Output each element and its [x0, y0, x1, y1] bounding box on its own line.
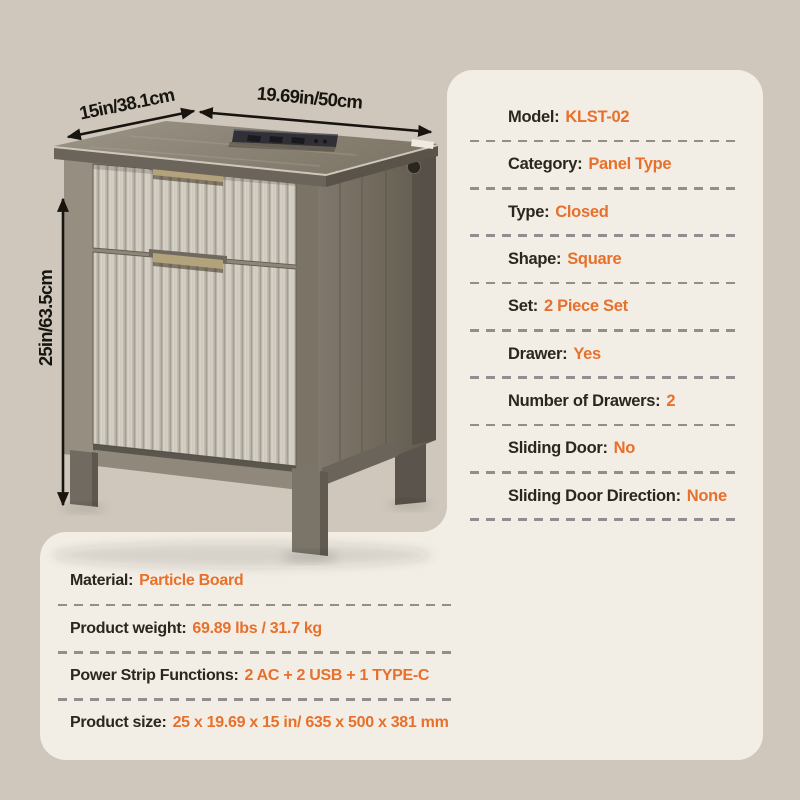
spec-row-set — [447, 284, 763, 329]
spec-row-category — [447, 142, 763, 187]
spec-row-sliding-door-direction — [447, 474, 763, 519]
dimension-label-width: 19.69in/50cm — [256, 82, 364, 113]
spec-value: 2 — [666, 391, 676, 410]
spec-row-power-strip-functions — [40, 654, 763, 699]
spec-value: Square — [567, 249, 622, 268]
spec-label: Sliding Door Direction: — [508, 486, 681, 505]
spec-row-sliding-door — [447, 426, 763, 471]
spec-label: Product size: — [70, 714, 167, 732]
spec-label: Drawer: — [508, 344, 568, 363]
spec-value: 2 AC + 2 USB + 1 TYPE-C — [244, 667, 430, 685]
spec-value: Yes — [573, 344, 601, 363]
spec-value: No — [613, 439, 636, 458]
spec-row-drawer — [447, 332, 763, 377]
spec-label: Set: — [508, 297, 538, 316]
spec-label: Type: — [508, 202, 550, 221]
spec-row-product-size — [40, 701, 763, 746]
spec-value: 69.89 lbs / 31.7 kg — [192, 619, 322, 637]
spec-row-type — [447, 190, 763, 235]
spec-value: Particle Board — [139, 572, 244, 590]
nightstand-illustration — [54, 121, 438, 562]
spec-label: Model: — [508, 107, 560, 126]
spec-label: Category: — [508, 155, 583, 174]
spec-value: KLST-02 — [565, 107, 630, 126]
dimension-label-depth: 15in/38.1cm — [77, 83, 176, 124]
spec-value: None — [686, 486, 727, 505]
spec-label: Material: — [70, 572, 134, 590]
cabinet-shadow — [52, 542, 432, 568]
spec-label: Shape: — [508, 249, 562, 268]
spec-label: Power Strip Functions: — [70, 667, 239, 685]
spec-value: Closed — [555, 202, 609, 221]
spec-label: Product weight: — [70, 619, 187, 637]
spec-row-number-of-drawers — [447, 379, 763, 424]
spec-label: Number of Drawers: — [508, 391, 661, 410]
spec-value: 25 x 19.69 x 15 in/ 635 x 500 x 381 mm — [172, 714, 449, 732]
spec-row-product-weight — [40, 606, 763, 651]
spec-value: Panel Type — [588, 155, 672, 174]
spec-value: 2 Piece Set — [543, 297, 628, 316]
spec-row-model — [447, 95, 763, 140]
drawer-bottom — [93, 252, 296, 466]
spec-row-shape — [447, 237, 763, 282]
dimension-label-height: 25in/63.5cm — [35, 269, 56, 367]
product-photo-nightstand — [0, 0, 460, 580]
spec-label: Sliding Door: — [508, 439, 608, 458]
